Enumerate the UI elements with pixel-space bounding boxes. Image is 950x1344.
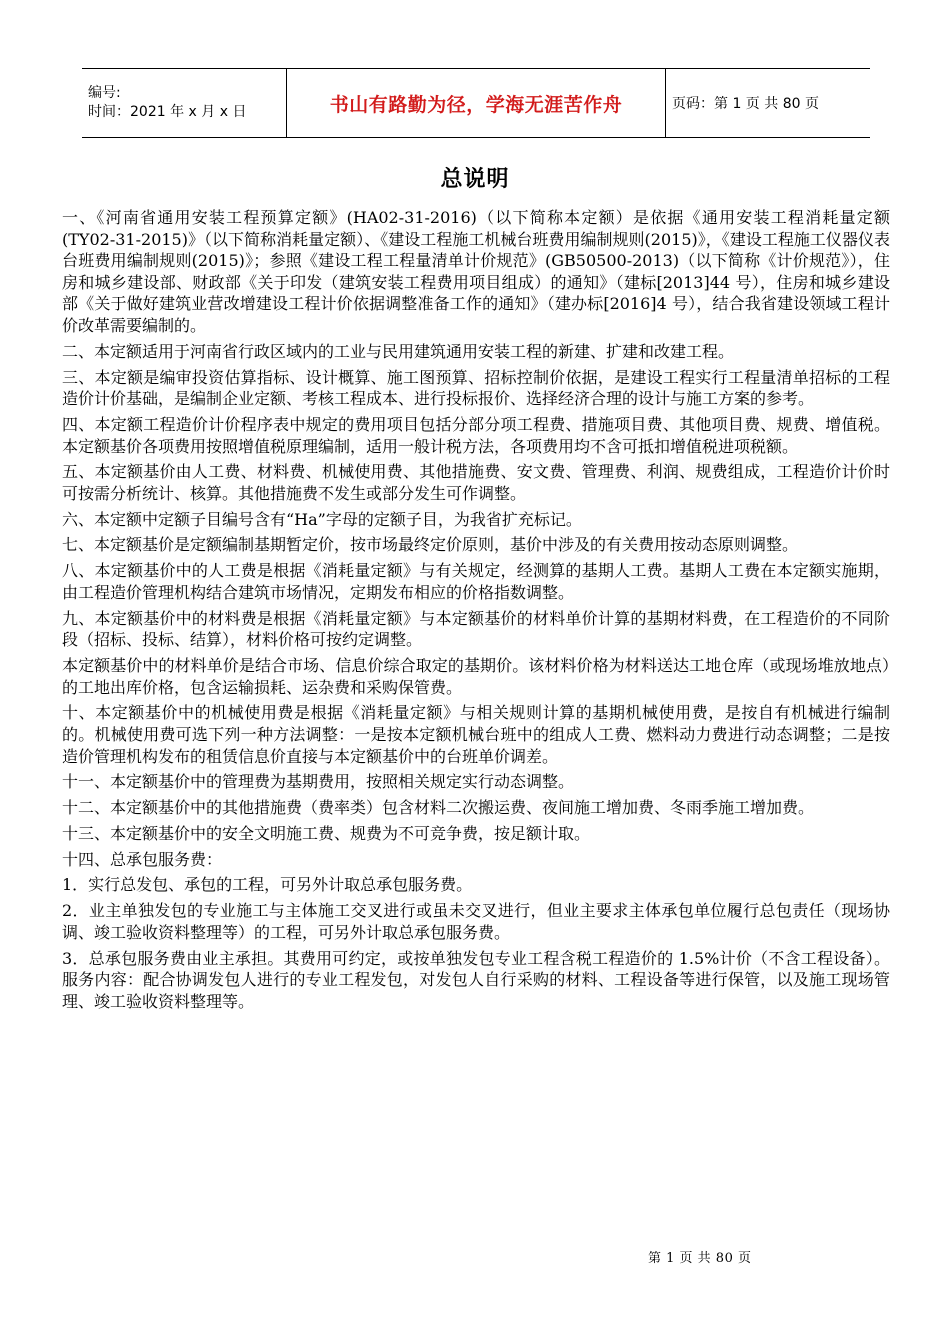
- header-meta: [82, 69, 287, 138]
- page-footer: 第 1 页 共 80 页: [648, 1251, 752, 1266]
- paragraph-13: 十三、本定额基价中的安全文明施工费、规费为不可竞争费，按足额计取。: [62, 823, 591, 843]
- page-title: 总说明: [440, 167, 510, 192]
- paragraph-11: 十一、本定额基价中的管理费为基期费用，按照相关规定实行动态调整。: [62, 772, 575, 792]
- paragraph-2: 二、本定额适用于河南省行政区域内的工业与民用建筑通用安装工程的新建、扩建和改建工程。: [62, 341, 735, 361]
- document-time-label: 时间：2021 年 x 月 x 日: [88, 104, 247, 120]
- paragraph-8: 八、本定额基价中的人工费是根据《消耗量定额》与有关规定，经测算的基期人工费。基期人工费在本定额实施期，由工程造价管理机构结合建筑市场情况，定期发布相应的价格指数调整。: [62, 561, 890, 602]
- paragraph-14-item-2: 2．业主单独发包的专业施工与主体施工交叉进行或虽未交叉进行，但业主要求主体承包单位履行总包责任（现场协调、竣工验收资料整理等）的工程，可另外计取总承包服务费。: [62, 901, 890, 942]
- document-number-label: 编号:: [88, 85, 121, 101]
- paragraph-14: 十四、总承包服务费：: [62, 849, 223, 869]
- paragraph-14-item-3: 3．总承包服务费由业主承担。其费用可约定，或按单独发包专业工程含税工程造价的 1.5%计价（不含工程设备）。服务内容：配合协调发包人进行的专业工程发包，对发包人自行采购的材料、工程设备等进行保管，以及施工现场管理、竣工验收资料整理等。: [62, 948, 890, 1011]
- paragraph-3: 三、本定额是编审投资估算指标、设计概算、施工图预算、招标控制价依据，是建设工程实行工程量清单招标的工程造价计价基础，是编制企业定额、考核工程成本、进行投标报价、选择经济合理的设计与施工方案的参考。: [62, 367, 890, 409]
- header-motto: 书山有路勤为径，学海无涯苦作舟: [287, 69, 666, 138]
- header-page-info: 页码：第 1 页 共 80 页: [666, 69, 871, 138]
- paragraph-10: 十、本定额基价中的机械使用费是根据《消耗量定额》与相关规则计算的基期机械使用费，是按自有机械进行编制的。机械使用费可选下列一种方法调整：一是按本定额机械台班中的组成人工费、燃料动力费进行动态调整；二是按造价管理机构发布的租赁信息价直接与本定额基价中的台班单价调差。: [62, 703, 890, 766]
- document-header: [82, 68, 870, 138]
- paragraph-5: 五、本定额基价由人工费、材料费、机械使用费、其他措施费、安文费、管理费、利润、规费组成，工程造价计价时可按需分析统计、核算。其他措施费不发生或部分发生可作调整。: [62, 462, 890, 503]
- paragraph-1: 一、《河南省通用安装工程预算定额》(HA02-31-2016)（以下简称本定额）是依据《通用安装工程消耗量定额(TY02-31-2015)》（以下简称消耗量定额）、《建设工程施工机械台班费用编制规则(2015)》，《建设工程施工仪器仪表台班费用编制规则(2015)》；参照《建设工程工程量清单计价规范》(GB50500-2013)（以下简称《计价规范》），住房和城乡建设部、财政部《关于印发（建筑安装工程费用项目组成）的通知》（建标[2013]44 号），住房和城乡建设部《关于做好建筑业营改增建设工程计价依据调整准备工作的通知》（建办标[2016]4 号），结合我省建设领域工程计价改革需要编制的。: [62, 208, 890, 335]
- paragraph-12: 十二、本定额基价中的其他措施费（费率类）包含材料二次搬运费、夜间施工增加费、冬雨季施工增加费。: [62, 798, 815, 818]
- paragraph-14-item-1: 1．实行总发包、承包的工程，可另外计取总承包服务费。: [62, 875, 473, 895]
- paragraph-7: 七、本定额基价是定额编制基期暂定价，按市场最终定价原则，基价中涉及的有关费用按动态原则调整。: [62, 535, 799, 555]
- paragraph-6: 六、本定额中定额子目编号含有“Ha”字母的定额子目，为我省扩充标记。: [62, 509, 582, 529]
- paragraph-4: 四、本定额工程造价计价程序表中规定的费用项目包括分部分项工程费、措施项目费、其他项目费、规费、增值税。本定额基价各项费用按照增值税原理编制，适用一般计税方法，各项费用均不含可抵扣增值税进项税额。: [62, 414, 890, 456]
- document-body: [62, 207, 890, 1017]
- paragraph-9: 九、本定额基价中的材料费是根据《消耗量定额》与本定额基价的材料单价计算的基期材料费，在工程造价的不同阶段（招标、投标、结算），材料价格可按约定调整。: [62, 608, 890, 650]
- paragraph-9-note: 本定额基价中的材料单价是结合市场、信息价综合取定的基期价。该材料价格为材料送达工地仓库（或现场堆放地点）的工地出库价格，包含运输损耗、运杂费和采购保管费。: [62, 655, 890, 697]
